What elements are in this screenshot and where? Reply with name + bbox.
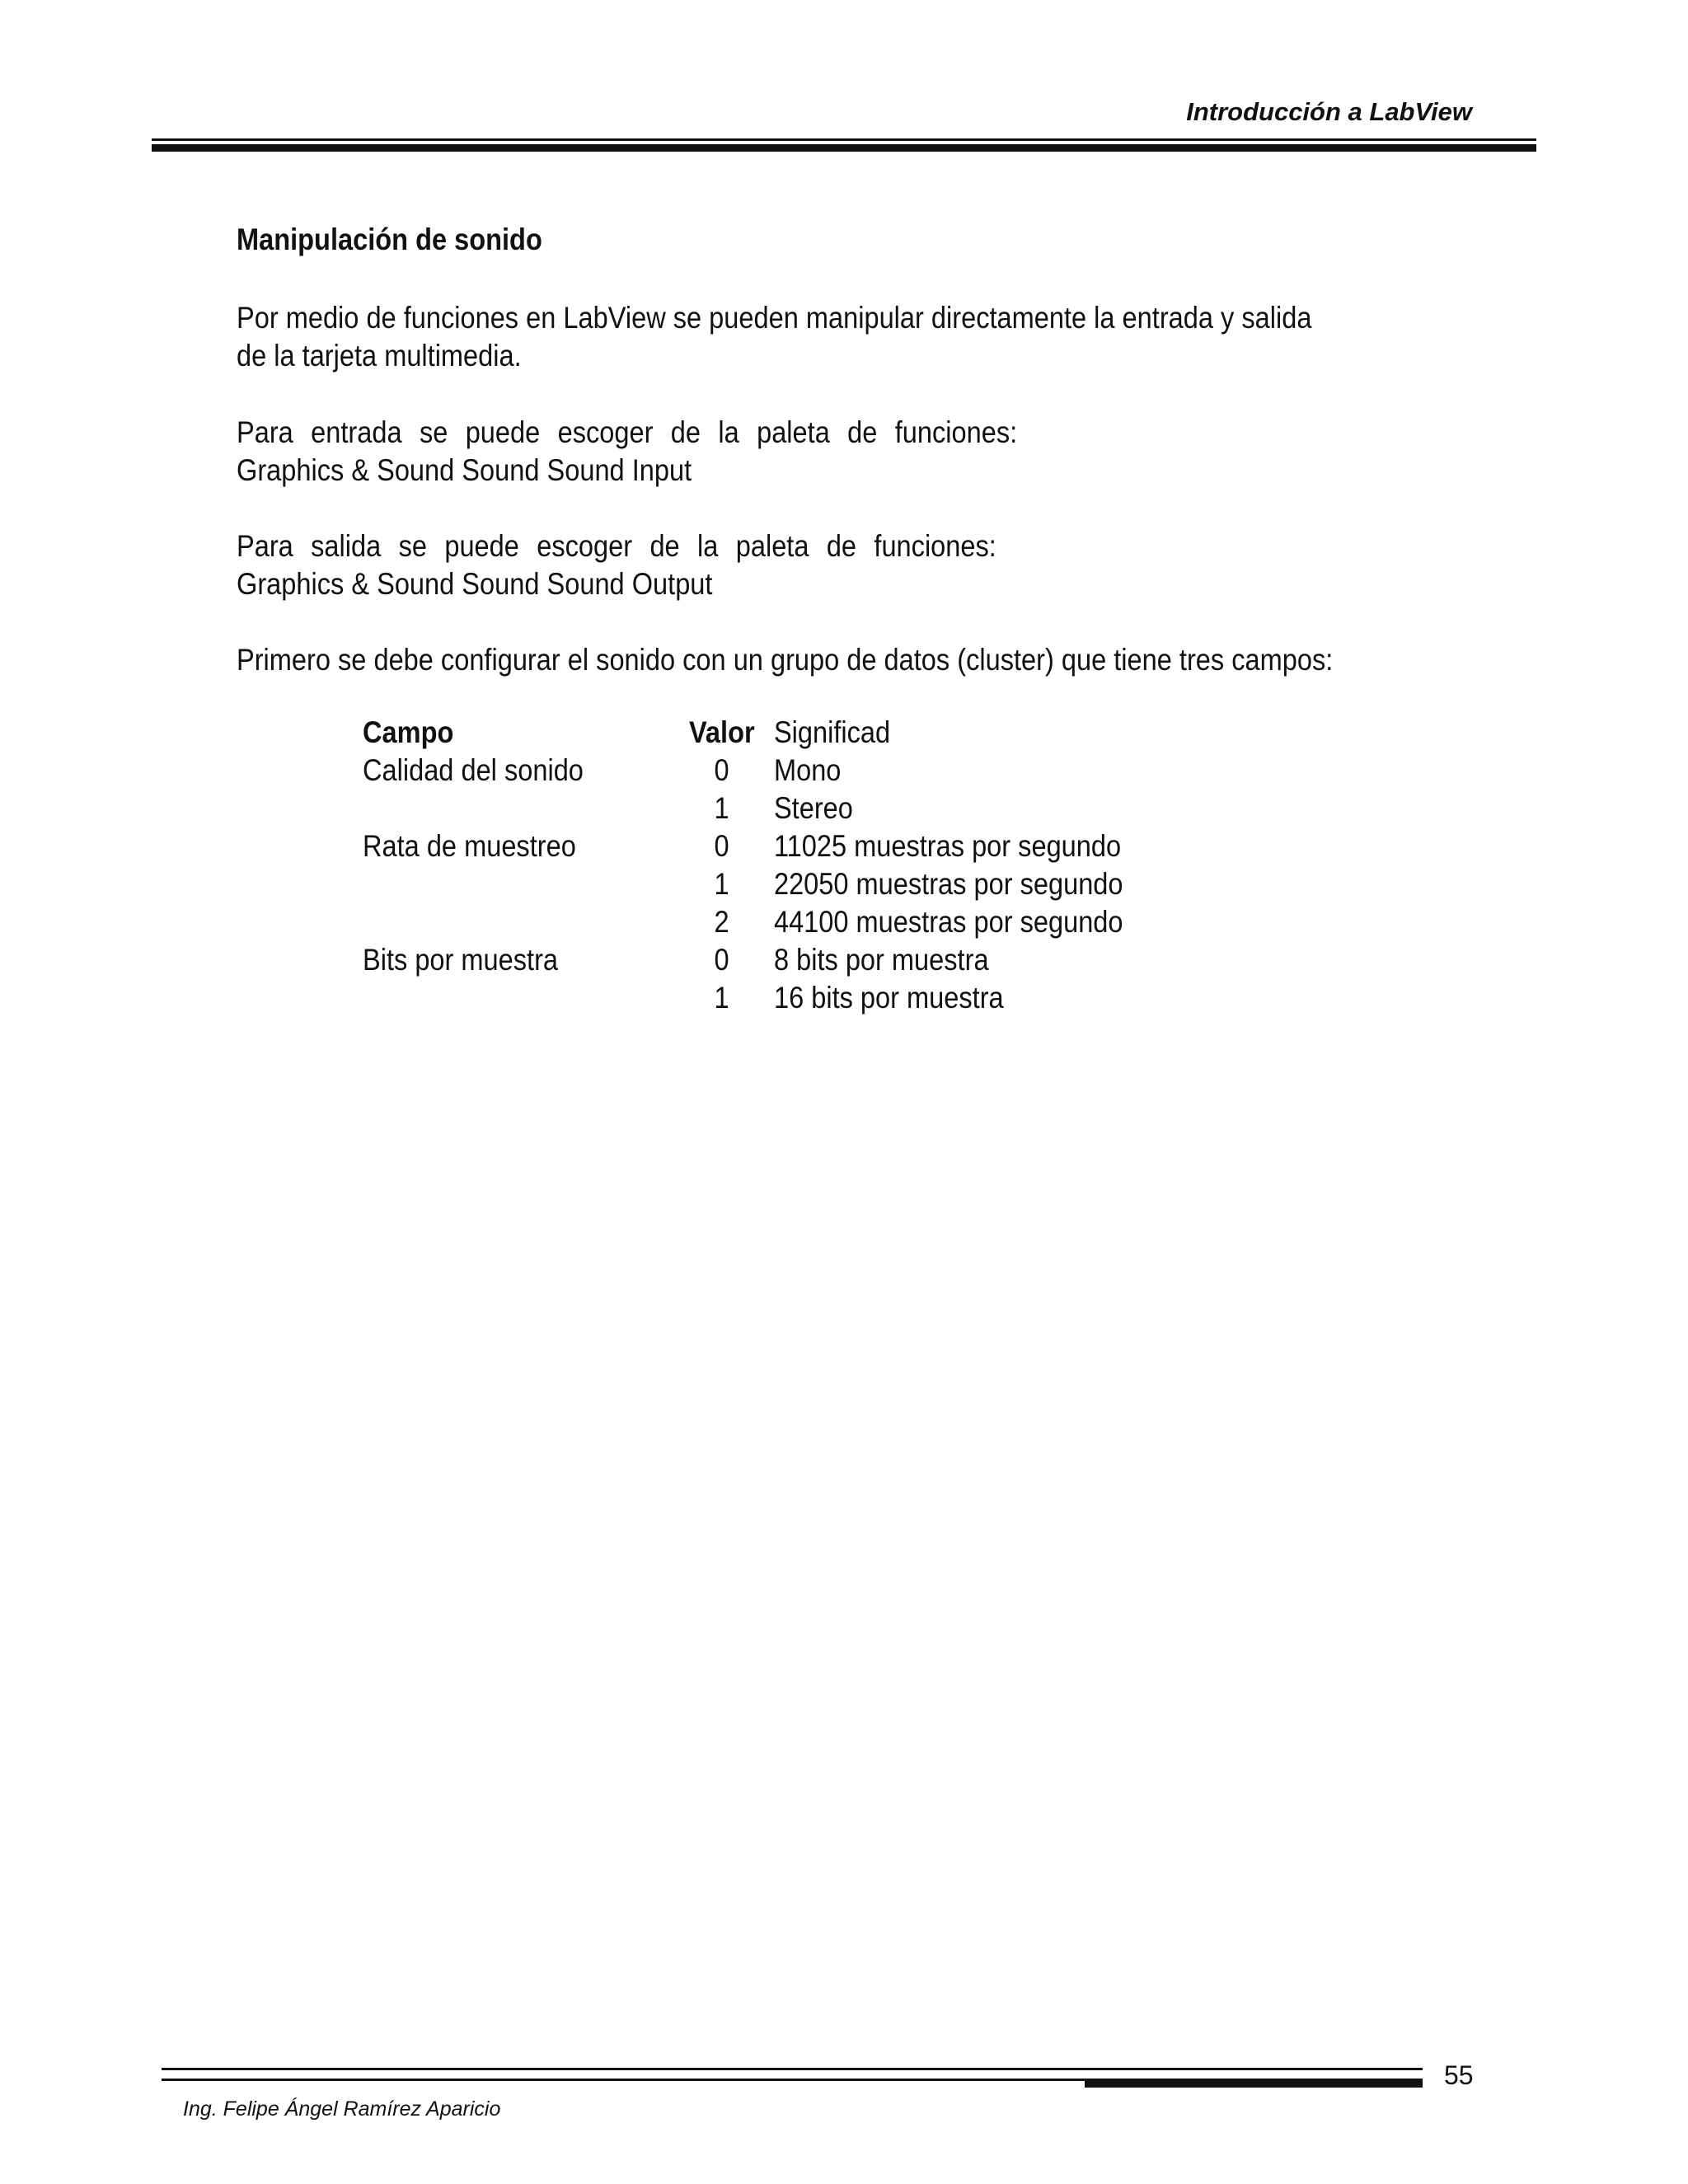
header-rule-thin	[152, 138, 1536, 141]
section-heading: Manipulación de sonido	[237, 223, 542, 256]
header-valor: Valor	[689, 715, 755, 749]
table-row	[363, 943, 1233, 981]
footer-rule-top	[162, 2068, 1423, 2070]
table-row	[363, 981, 1233, 1019]
cell-significado: Mono	[773, 753, 842, 787]
footer-author: Ing. Felipe Ángel Ramírez Aparicio	[183, 2097, 501, 2121]
cell-significado: 44100 muestras por segundo	[773, 905, 1123, 939]
cell-valor: 1	[714, 791, 729, 825]
header-campo: Campo	[363, 715, 454, 749]
input-path-part-2: Sound	[462, 453, 540, 487]
cell-valor: 1	[714, 867, 729, 901]
cell-significado: 22050 muestras por segundo	[773, 867, 1123, 901]
output-path-part-1: Graphics & Sound	[237, 567, 455, 601]
input-paragraph: Para entrada se puede escoger de la paleta de funciones:	[237, 415, 1018, 449]
table-row	[363, 905, 1233, 943]
running-header-title: Introducción a LabView	[1186, 97, 1472, 126]
cell-significado: Stereo	[773, 791, 853, 825]
input-palette-path	[237, 452, 692, 492]
cell-significado: 16 bits por muestra	[773, 981, 1004, 1015]
table-row	[363, 791, 1233, 829]
cell-valor: 1	[714, 981, 729, 1015]
page-number: 55	[1444, 2060, 1474, 2090]
cell-valor: 2	[714, 905, 729, 939]
table-row	[363, 867, 1233, 905]
config-paragraph: Primero se debe configurar el sonido con un grupo de datos (cluster) que tiene tres campos:	[237, 643, 1334, 677]
cell-valor: 0	[714, 829, 729, 863]
output-paragraph: Para salida se puede escoger de la paleta de funciones:	[237, 529, 996, 563]
footer-rule-thick	[1085, 2080, 1423, 2088]
output-path-part-2: Sound	[462, 567, 540, 601]
input-path-part-3: Sound Input	[546, 453, 692, 487]
cell-valor: 0	[714, 753, 729, 787]
cell-significado: 11025 muestras por segundo	[773, 829, 1122, 863]
output-path-part-3: Sound Output	[546, 567, 713, 601]
cell-campo: Bits por muestra	[363, 943, 559, 977]
table-row	[363, 753, 1233, 791]
header-rule-thick	[152, 144, 1536, 152]
output-palette-path	[237, 565, 712, 606]
table-header-row	[363, 715, 1233, 753]
cell-significado: 8 bits por muestra	[773, 943, 989, 977]
intro-paragraph-line-2: de la tarjeta multimedia.	[237, 339, 522, 373]
intro-paragraph-line-1: Por medio de funciones en LabView se pueden manipular directamente la entrada y salida	[237, 301, 1312, 335]
cell-campo: Rata de muestreo	[363, 829, 576, 863]
sound-config-table	[363, 715, 1233, 1019]
input-path-part-1: Graphics & Sound	[237, 453, 455, 487]
table-row	[363, 829, 1233, 867]
header-significado: Significad	[773, 715, 891, 749]
cell-campo: Calidad del sonido	[363, 753, 584, 787]
cell-valor: 0	[714, 943, 729, 977]
